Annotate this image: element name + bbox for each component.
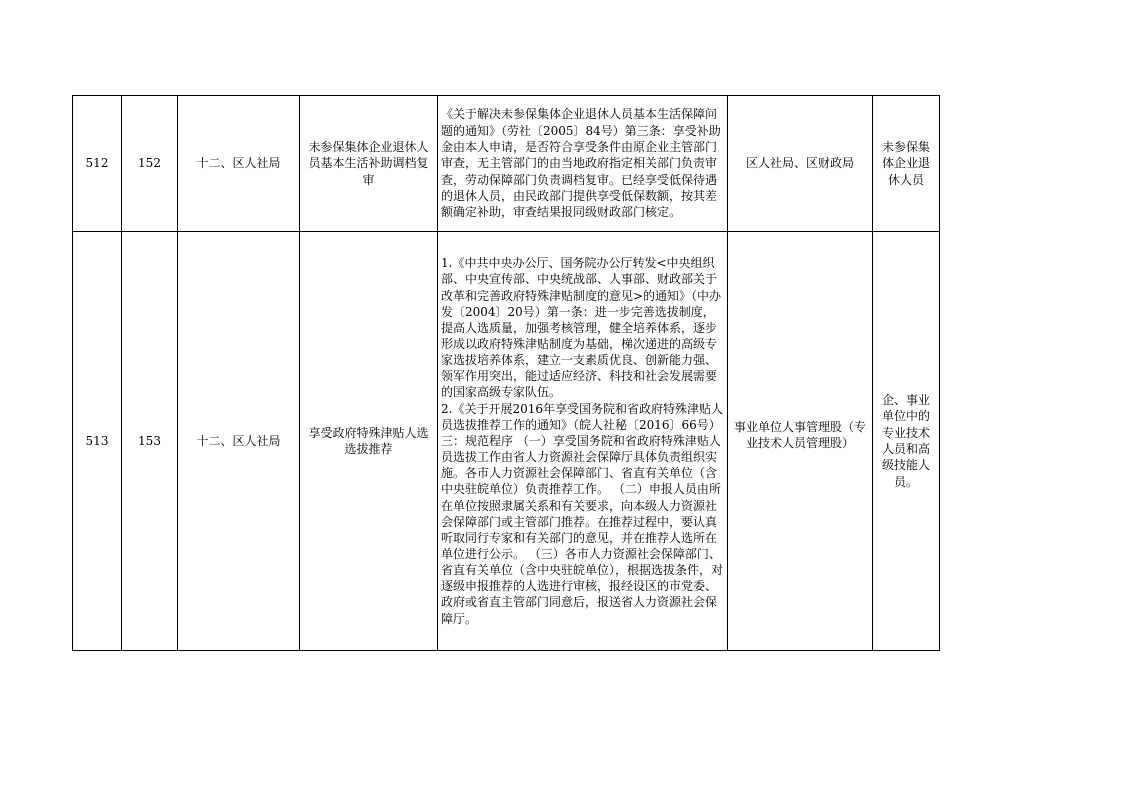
basis-cell: 《关于解决未参保集体企业退休人员基本生活保障问题的通知》（劳社〔2005〕84号）第三条：享受补助金由本人申请，是否符合享受条件由原企业主管部门审查，无主管部门的由当地政府指定相关部门负责审查，劳动保障部门负责调档复审。已经享受低保待遇的退休人员，由民政部门提供享受低保数额，按其差额确定补助，审查结果报同级财政部门核定。 [438,96,728,232]
responsible-cell [728,232,873,651]
table-row [73,96,940,232]
items-table [72,95,940,651]
department-cell: 十二、区人社局 [178,96,300,232]
item-no-cell: 153 [122,232,178,651]
target-cell: 企、事业单位中的专业技术人员和高级技能人员。 [873,232,940,651]
responsible-cell: 区人社局、区财政局 [728,96,873,232]
basis-cell: 1.《中共中央办公厅、国务院办公厅转发<中央组织部、中央宣传部、中央统战部、人事部、财政部关于改革和完善政府特殊津贴制度的意见>的通知》（中办发〔2004〕20号）第一条：进一步完善选拔制度，提高人选质量，加强考核管理，健全培养体系，逐步形成以政府特殊津贴制度为基础，梯次递进的高级专家选拔培养体系，建立一支素质优良、创新能力强、领军作用突出，能过适应经济、科技和社会发展需要的国家高级专家队伍。 2.《关于开展2016年享受国务院和省政府特殊津贴人员选拔推荐工作的通知》（皖人社秘〔2016〕66号）三：规范程序 （一）享受国务院和省政府特殊津贴人员选拔工作由省人力资源社会保障厅具体负责组织实施。各市人力资源社会保障部门、省直有关单位（含中央驻皖单位）负责推荐工作。 （二）申报人员由所在单位按照隶属关系和有关要求，向本级人力资源社会保障部门或主管部门推荐。在推荐过程中，要认真听取同行专家和有关部门的意见，并在推荐人选所在单位进行公示。 （三）各市人力资源社会保障部门、省直有关单位（含中央驻皖单位），根据选拔条件，对逐级申报推荐的人选进行审核，报经设区的市党委、政府或省直主管部门同意后，报送省人力资源社会保障厅。 [438,232,728,651]
seq-cell: 512 [73,96,122,232]
target-cell: 未参保集体企业退休人员 [873,96,940,232]
item-name-cell: 未参保集体企业退休人员基本生活补助调档复审 [300,96,438,232]
item-name-cell: 享受政府特殊津贴人选选拔推荐 [300,232,438,651]
responsible-text: 事业单位人事管理股（专业技术人员管理股） [733,419,866,450]
table-row [73,232,940,651]
seq-cell: 513 [73,232,122,651]
item-no-cell: 152 [122,96,178,232]
department-cell: 十二、区人社局 [178,232,300,651]
